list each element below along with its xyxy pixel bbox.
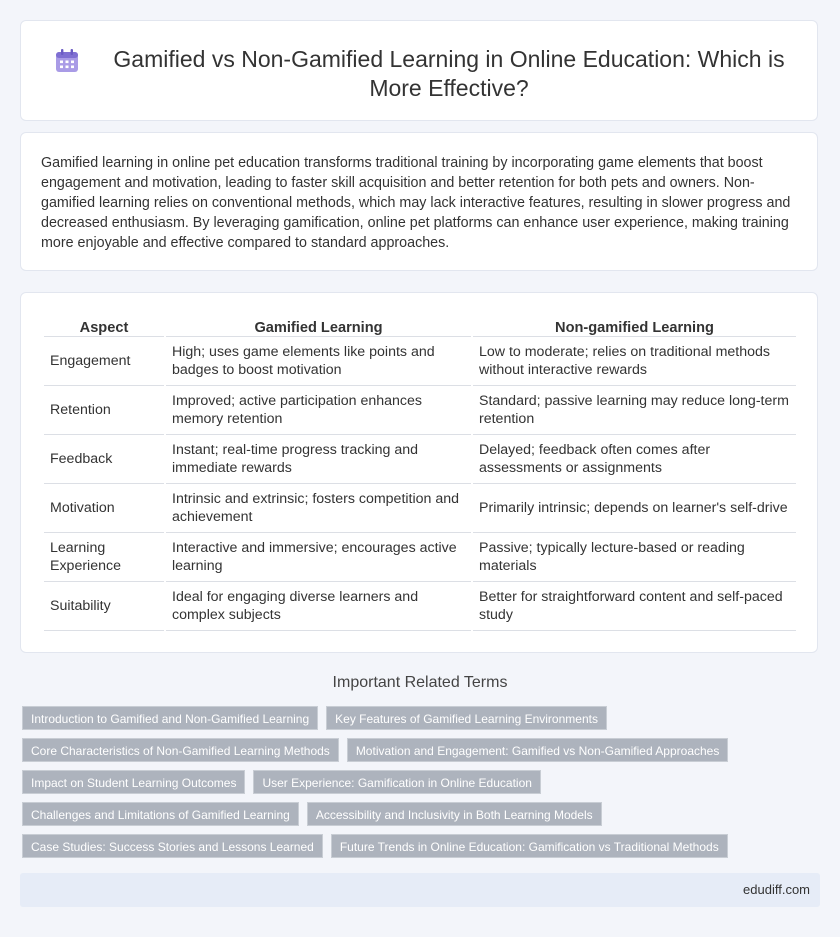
cell-non-gamified: Passive; typically lecture-based or reading materials <box>473 533 796 582</box>
cell-aspect: Learning Experience <box>44 533 164 582</box>
comparison-card <box>20 292 818 653</box>
title-card <box>20 20 818 121</box>
related-term-tag[interactable]: Case Studies: Success Stories and Lessons Learned <box>22 834 323 858</box>
intro-card <box>20 132 818 271</box>
related-term-tag[interactable]: Impact on Student Learning Outcomes <box>22 770 245 794</box>
cell-gamified: Instant; real-time progress tracking and immediate rewards <box>166 435 471 484</box>
related-term-tag[interactable]: Motivation and Engagement: Gamified vs Non-Gamified Approaches <box>347 738 729 762</box>
table-row <box>44 435 796 484</box>
footer-site-link[interactable]: edudiff.com <box>743 882 810 897</box>
header-aspect: Aspect <box>44 316 164 337</box>
table-header-row <box>44 316 796 337</box>
table-row <box>44 337 796 386</box>
related-term-tag[interactable]: User Experience: Gamification in Online Education <box>253 770 540 794</box>
related-terms-list <box>22 706 822 858</box>
table-row <box>44 533 796 582</box>
related-term-tag[interactable]: Key Features of Gamified Learning Environments <box>326 706 607 730</box>
related-term-tag[interactable]: Challenges and Limitations of Gamified Learning <box>22 802 299 826</box>
footer <box>20 873 820 907</box>
cell-gamified: Improved; active participation enhances memory retention <box>166 386 471 435</box>
related-terms-title: Important Related Terms <box>332 674 508 691</box>
cell-non-gamified: Low to moderate; relies on traditional methods without interactive rewards <box>473 337 796 386</box>
page-title: Gamified vs Non-Gamified Learning in Online Education: Which is More Effective? <box>113 46 785 101</box>
cell-non-gamified: Delayed; feedback often comes after assessments or assignments <box>473 435 796 484</box>
cell-aspect: Engagement <box>44 337 164 386</box>
intro-paragraph: Gamified learning in online pet education transforms traditional training by incorporating game elements that boost engagement and motivation, leading to faster skill acquisition and better retention for both pets and owners. Non-gamified learning relies on conventional methods, which may lack interactive features, resulting in slower progress and decreased enthusiasm. By leveraging gamification, online pet platforms can enhance user experience, making training more enjoyable and effective compared to standard approaches. <box>41 155 791 251</box>
cell-gamified: High; uses game elements like points and badges to boost motivation <box>166 337 471 386</box>
related-term-tag[interactable]: Introduction to Gamified and Non-Gamified Learning <box>22 706 318 730</box>
cell-gamified: Interactive and immersive; encourages active learning <box>166 533 471 582</box>
cell-gamified: Intrinsic and extrinsic; fosters competition and achievement <box>166 484 471 533</box>
related-term-tag[interactable]: Core Characteristics of Non-Gamified Learning Methods <box>22 738 339 762</box>
table-row <box>44 484 796 533</box>
table-row <box>44 386 796 435</box>
cell-non-gamified: Standard; passive learning may reduce long-term retention <box>473 386 796 435</box>
cell-gamified: Ideal for engaging diverse learners and complex subjects <box>166 582 471 631</box>
cell-aspect: Feedback <box>44 435 164 484</box>
cell-aspect: Motivation <box>44 484 164 533</box>
cell-aspect: Retention <box>44 386 164 435</box>
calendar-icon <box>54 48 80 74</box>
comparison-table <box>42 316 798 631</box>
cell-non-gamified: Primarily intrinsic; depends on learner's self-drive <box>473 484 796 533</box>
header-gamified: Gamified Learning <box>166 316 471 337</box>
related-term-tag[interactable]: Accessibility and Inclusivity in Both Learning Models <box>307 802 602 826</box>
cell-aspect: Suitability <box>44 582 164 631</box>
related-term-tag[interactable]: Future Trends in Online Education: Gamification vs Traditional Methods <box>331 834 728 858</box>
header-non-gamified: Non-gamified Learning <box>473 316 796 337</box>
table-row <box>44 582 796 631</box>
cell-non-gamified: Better for straightforward content and self-paced study <box>473 582 796 631</box>
